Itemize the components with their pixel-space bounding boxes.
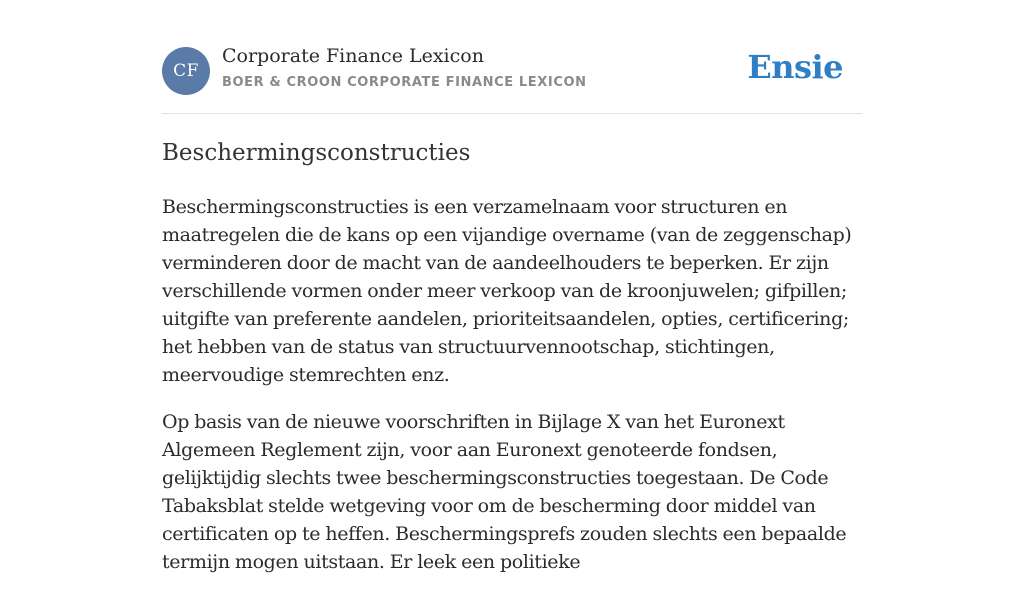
- header-divider: [162, 113, 862, 114]
- paragraph: Op basis van de nieuwe voorschriften in Bijlage X van het Euronext Algemeen Reglement zijn, voor aan Euronext genoteerde fondsen, gelijktijdig slechts twee beschermingsconstructies toegestaan. De Code Tabaksblat stelde wetgeving voor om de bescherming door middel van certificaten op te heffen. Beschermingsprefs zouden slechts een bepaalde termijn mogen uitstaan. Er leek een politieke: [162, 411, 847, 573]
- article: [162, 137, 862, 595]
- avatar[interactable]: CF: [162, 47, 210, 95]
- page-title: Beschermingsconstructies: [162, 140, 471, 166]
- ensie-logo[interactable]: Ensie: [747, 48, 843, 86]
- lexicon-subtitle: BOER & CROON CORPORATE FINANCE LEXICON: [222, 75, 587, 90]
- lexicon-title[interactable]: Corporate Finance Lexicon: [222, 45, 484, 67]
- paragraph: Beschermingsconstructies is een verzamelnaam voor structuren en maatregelen die de kans op een vijandige overname (van de zeggenschap) verminderen door de macht van de aandeelhouders te beperken. Er zijn verschillende vormen onder meer verkoop van de kroonjuwelen; gifpillen; uitgifte van preferente aandelen, prioriteitsaandelen, opties, certificering; het hebben van de status van structuurvennootschap, stichtingen, meervoudige stemrechten enz.: [162, 196, 852, 386]
- lexicon-header: [162, 44, 862, 100]
